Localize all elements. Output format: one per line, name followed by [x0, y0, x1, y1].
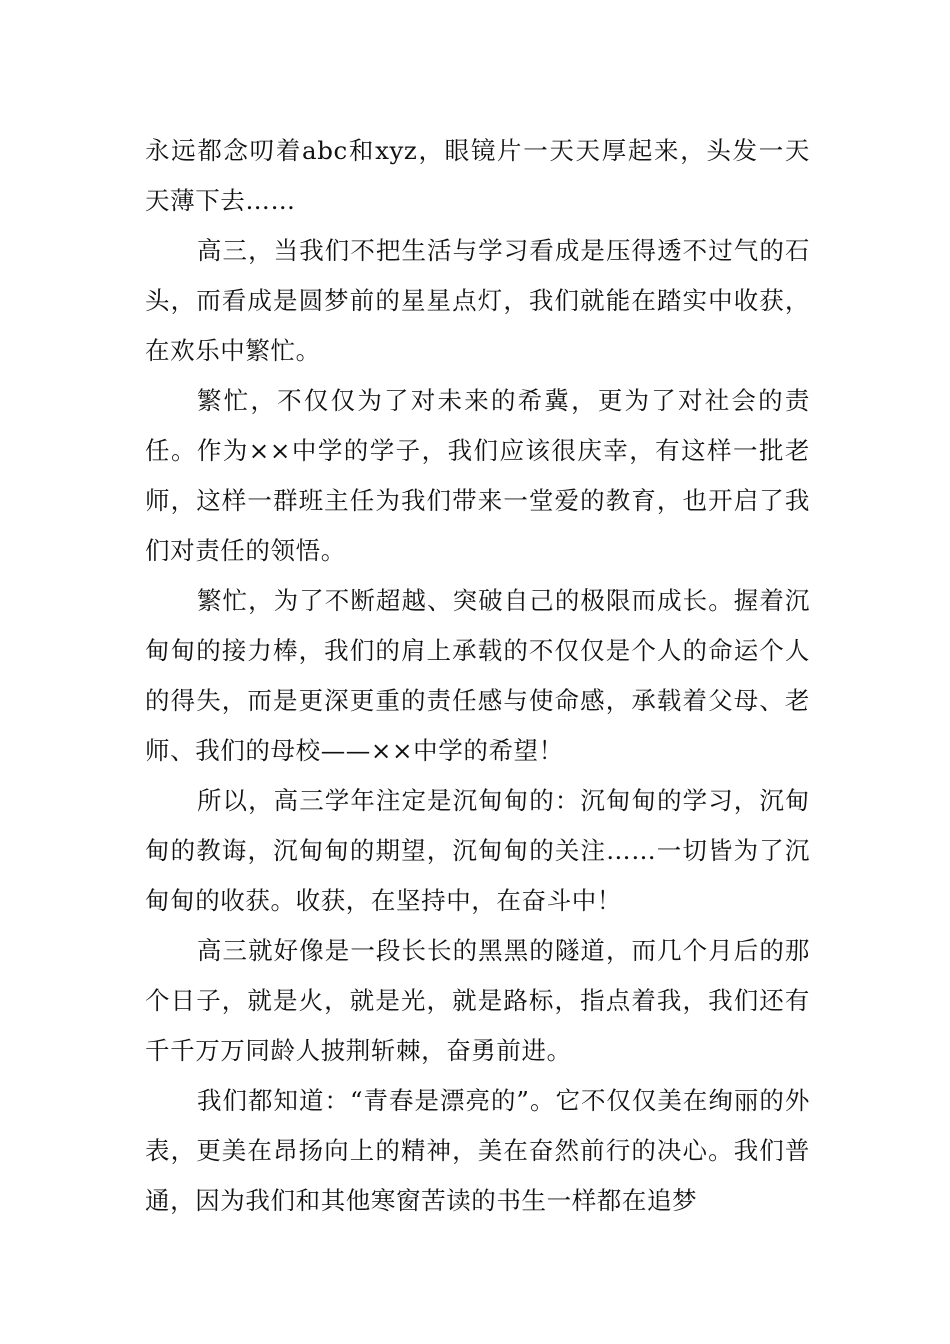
- document-body: [145, 126, 810, 1226]
- paragraph: 高三，当我们不把生活与学习看成是压得透不过气的石头，而看成是圆梦前的星星点灯，我们就能在踏实中收获，在欢乐中繁忙。: [145, 236, 810, 365]
- paragraph: 所以，高三学年注定是沉甸甸的：沉甸甸的学习，沉甸甸的教诲，沉甸甸的期望，沉甸甸的关注……一切皆为了沉甸甸的收获。收获，在坚持中，在奋斗中！: [145, 786, 810, 915]
- paragraph: 我们都知道：“青春是漂亮的”。它不仅仅美在绚丽的外表，更美在昂扬向上的精神，美在奋然前行的决心。我们普通，因为我们和其他寒窗苦读的书生一样都在追梦: [145, 1086, 810, 1215]
- paragraph: 高三就好像是一段长长的黑黑的隧道，而几个月后的那个日子，就是火，就是光，就是路标，指点着我，我们还有千千万万同龄人披荆斩棘，奋勇前进。: [145, 936, 810, 1065]
- paragraph: 繁忙，为了不断超越、突破自己的极限而成长。握着沉甸甸的接力棒，我们的肩上承载的不仅仅是个人的命运个人的得失，而是更深更重的责任感与使命感，承载着父母、老师、我们的母校——××中学的希望！: [145, 586, 810, 765]
- paragraph: 繁忙，不仅仅为了对未来的希冀，更为了对社会的责任。作为××中学的学子，我们应该很庆幸，有这样一批老师，这样一群班主任为我们带来一堂爱的教育，也开启了我们对责任的领悟。: [145, 386, 810, 565]
- paragraph-continuation: 永远都念叨着abc和xyz，眼镜片一天天厚起来，头发一天天薄下去……: [145, 136, 810, 215]
